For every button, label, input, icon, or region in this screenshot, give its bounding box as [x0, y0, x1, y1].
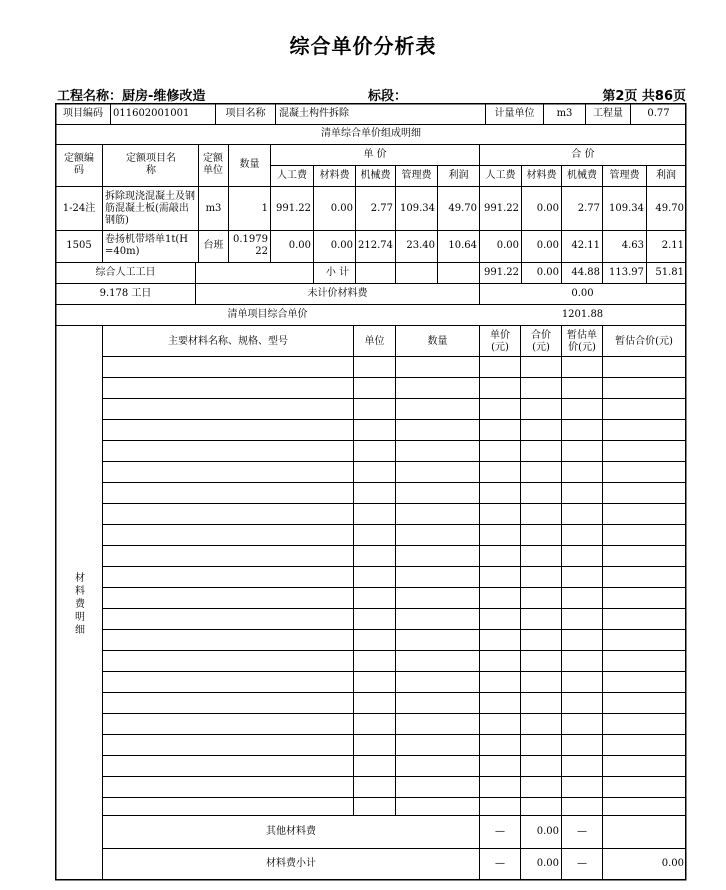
labor-days-value: 9.178 工日 [99, 288, 152, 299]
mat-col-est-price: 暂估单价(元) [567, 330, 597, 353]
col-amount: 数量 [239, 159, 260, 170]
col-t-profit: 利润 [656, 170, 676, 181]
row1-name: 拆除现浇混凝土及钢筋混凝土板(需敲出钢筋) [105, 191, 195, 226]
col-u-material: 材料费 [319, 170, 350, 181]
page-indicator: 第2页 共86页 [602, 89, 686, 104]
page-title: 综合单价分析表 [289, 34, 437, 58]
row1-code: 1-24注 [62, 203, 96, 214]
row2-code: 1505 [66, 240, 92, 251]
other-materials-price: — [495, 826, 505, 837]
materials-subtotal-est: — [577, 858, 587, 869]
section-label: 标段： [368, 89, 408, 104]
subtotal-mgmt: 113.97 [609, 267, 644, 278]
unpriced-label: 未计价材料费 [307, 288, 368, 299]
row1-t-profit: 49.70 [655, 203, 684, 214]
row1-u-profit: 49.70 [448, 203, 477, 214]
mat-col-name: 主要材料名称、规格、型号 [168, 336, 288, 347]
unit-value: m3 [556, 108, 573, 119]
row1-qty: 1 [261, 203, 268, 214]
materials-side-label: 材料费明细 [75, 573, 85, 636]
row1-u-mgmt: 109.34 [400, 203, 435, 214]
col-quota-unit: 定额单位 [203, 153, 223, 176]
materials-subtotal-est-total: 0.00 [661, 858, 684, 869]
labor-days-label: 综合人工工日 [95, 267, 156, 278]
col-quota-name: 定额项目名称 [126, 153, 176, 176]
materials-subtotal-price: — [495, 858, 505, 869]
col-u-profit: 利润 [448, 170, 469, 181]
row2-qty: 0.197922 [233, 234, 268, 257]
item-code: 011602001001 [113, 108, 190, 119]
row1-t-machine: 2.77 [577, 203, 600, 214]
item-code-label: 项目编码 [63, 108, 103, 119]
row2-u-material: 0.00 [330, 240, 353, 251]
col-total-price: 合 价 [571, 149, 595, 160]
mat-col-unit: 单位 [364, 336, 385, 347]
mat-col-total: 合价(元) [531, 330, 551, 353]
row2-t-machine: 42.11 [571, 240, 600, 251]
composition-title: 清单综合单价组成明细 [321, 128, 421, 139]
unpriced-value: 0.00 [571, 288, 594, 299]
col-u-labor: 人工费 [277, 170, 307, 181]
other-materials-label: 其他材料费 [266, 826, 316, 837]
row1-t-material: 0.00 [536, 203, 559, 214]
col-unit-price: 单 价 [363, 149, 387, 160]
row2-name: 卷扬机带塔单1t(H=40m) [105, 234, 189, 257]
row2-t-labor: 0.00 [496, 240, 519, 251]
row1-u-machine: 2.77 [370, 203, 393, 214]
other-materials-total: 0.00 [536, 826, 559, 837]
subtotal-profit: 51.81 [655, 267, 684, 278]
subtotal-label: 小 计 [325, 267, 350, 278]
qty-value: 0.77 [647, 108, 670, 119]
col-u-machine: 机械费 [360, 170, 391, 181]
subtotal-material: 0.00 [536, 267, 559, 278]
col-t-machine: 机械费 [567, 170, 597, 181]
project-name: 工程名称：厨房-维修改造 [57, 89, 206, 104]
row1-t-labor: 991.22 [484, 203, 519, 214]
mat-col-qty: 数量 [427, 336, 448, 347]
subtotal-labor: 991.22 [484, 267, 519, 278]
item-name: 混凝土构件拆除 [279, 108, 349, 119]
row2-t-material: 0.00 [536, 240, 559, 251]
unit-price-label: 清单项目综合单价 [227, 309, 308, 320]
col-t-material: 材料费 [526, 170, 557, 181]
row2-t-mgmt: 4.63 [621, 240, 644, 251]
col-t-labor: 人工费 [485, 170, 516, 181]
row2-u-machine: 212.74 [358, 240, 393, 251]
unit-price-value: 1201.88 [561, 309, 604, 320]
row2-unit: 台班 [203, 240, 224, 251]
row2-u-labor: 0.00 [288, 240, 311, 251]
qty-label: 工程量 [593, 108, 623, 119]
row2-u-profit: 10.64 [448, 240, 477, 251]
materials-subtotal-total: 0.00 [536, 858, 559, 869]
other-materials-est: — [577, 826, 587, 837]
col-quota-code: 定额编码 [64, 153, 94, 176]
mat-col-est-total: 暂估合价(元) [615, 336, 673, 347]
col-u-mgmt: 管理费 [401, 170, 432, 181]
row2-t-profit: 2.11 [661, 240, 684, 251]
materials-subtotal-label: 材料费小计 [266, 858, 316, 869]
subtotal-machine: 44.88 [571, 267, 600, 278]
mat-col-price: 单价(元) [490, 330, 510, 353]
item-name-label: 项目名称 [225, 108, 266, 119]
row1-u-labor: 991.22 [276, 203, 311, 214]
row1-u-material: 0.00 [330, 203, 353, 214]
row2-u-mgmt: 23.40 [406, 240, 435, 251]
row1-unit: m3 [205, 203, 222, 214]
unit-label: 计量单位 [494, 108, 535, 119]
col-t-mgmt: 管理费 [609, 170, 640, 181]
row1-t-mgmt: 109.34 [609, 203, 644, 214]
